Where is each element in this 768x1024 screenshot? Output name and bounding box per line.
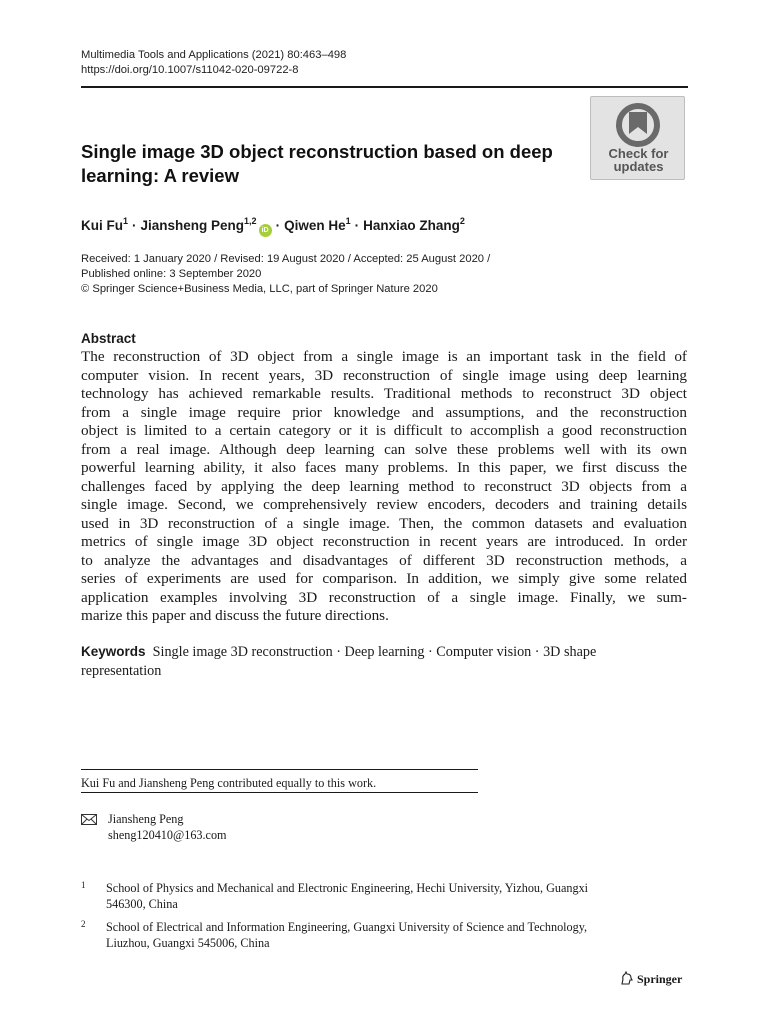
publisher-logo	[619, 971, 682, 991]
publication-dates	[81, 252, 490, 297]
badge-line-1: Check for	[608, 146, 669, 161]
contribution-note: Kui Fu and Jiansheng Peng contributed equally to this work.	[81, 776, 377, 790]
keywords-list: Single image 3D reconstruction · Deep learning · Computer vision · 3D shape	[152, 644, 597, 660]
keywords-label: Keywords	[81, 644, 146, 659]
author-list	[81, 211, 465, 237]
abstract-line: metrics of single image 3D object reconstruction in recent years are introduced. In order	[81, 533, 687, 550]
journal-citation: Multimedia Tools and Applications (2021) 80:463–498	[81, 49, 347, 61]
affiliation-number: 1	[81, 880, 86, 890]
dates-line-2: Published online: 3 September 2020	[81, 268, 262, 280]
envelope-icon	[81, 814, 97, 825]
footnote-rule-bottom	[81, 792, 478, 793]
corresponding-email[interactable]: sheng120410@163.com	[108, 828, 227, 842]
publisher-name: Springer	[637, 972, 683, 986]
author-affiliation-sup: 2	[459, 216, 465, 226]
abstract-line: used in 3D reconstruction of a single image. Then, the common datasets and evaluation	[81, 514, 687, 532]
author-affiliation-sup: 1,2	[244, 216, 257, 226]
affiliation-line: School of Physics and Mechanical and Electronic Engineering, Hechi University, Yizhou, Guangxi	[106, 881, 589, 895]
abstract-line: to analyze the advantages and disadvantages of different 3D reconstruction methods, a	[81, 551, 687, 569]
abstract-line: technology has achieved remarkable results. Traditional methods to reconstruct 3D object	[81, 385, 687, 402]
author-name: Hanxiao Zhang	[363, 218, 460, 233]
abstract-line: object is limited to a certain category or it is difficult to accomplish a good reconstruction	[81, 422, 687, 439]
abstract-heading: Abstract	[81, 331, 136, 346]
author-separator: ·	[354, 218, 360, 233]
badge-label	[591, 147, 686, 173]
abstract-line: challenges faced by applying the deep learning method to reconstruct 3D objects from a	[81, 477, 687, 495]
abstract-line: application examples involving 3D reconstruction of a single image. Finally, we sum-	[81, 588, 687, 606]
copyright-line: © Springer Science+Business Media, LLC, part of Springer Nature 2020	[81, 283, 438, 295]
abstract-line: computer vision. In recent years, 3D reconstruction of single image using deep learning	[81, 366, 687, 384]
crossmark-icon	[616, 103, 660, 147]
title-line-2: learning: A review	[81, 165, 239, 186]
keywords-block	[81, 643, 687, 680]
affiliation-number: 2	[81, 919, 86, 929]
abstract-line: marize this paper and discuss the future directions.	[81, 607, 389, 624]
journal-header	[81, 48, 346, 78]
abstract-line: powerful learning ability, it also faces many problems. In this paper, we first discuss the	[81, 459, 687, 476]
badge-line-2: updates	[613, 159, 664, 174]
header-rule	[81, 86, 688, 88]
keywords-list-continued: representation	[81, 662, 162, 679]
orcid-icon[interactable]: iD	[259, 224, 272, 237]
corresponding-name: Jiansheng Peng	[108, 812, 184, 826]
abstract-line: single image. Second, we comprehensively review encoders, decoders and training details	[81, 496, 687, 513]
affiliation-line: School of Electrical and Information Engineering, Guangxi University of Science and Technology,	[106, 920, 588, 934]
springer-horse-icon	[619, 971, 634, 986]
author-separator: ·	[132, 218, 137, 233]
check-for-updates-badge[interactable]	[590, 96, 685, 180]
author-name: Kui Fu	[81, 218, 123, 233]
doi-link[interactable]: https://doi.org/10.1007/s11042-020-09722-8	[81, 64, 299, 76]
paper-title	[81, 140, 581, 188]
abstract-line: The reconstruction of 3D object from a single image is an important task in the field of	[81, 348, 687, 365]
footnote-rule	[81, 769, 478, 770]
abstract-body	[81, 348, 687, 626]
abstract-line: from a real image. Although deep learning can solve these problems well with its own	[81, 440, 687, 458]
affiliation-line: 546300, China	[106, 897, 178, 911]
author-affiliation-sup: 1	[123, 216, 129, 226]
abstract-line: series of experiments are used for comparison. In addition, we simply give some related	[81, 570, 687, 587]
title-line-1: Single image 3D object reconstruction based on deep	[81, 141, 553, 162]
abstract-line: from a single image require prior knowledge and assumptions, and the reconstruction	[81, 403, 687, 421]
author-name: Qiwen He	[284, 218, 346, 233]
author-affiliation-sup: 1	[345, 216, 351, 226]
dates-line-1: Received: 1 January 2020 / Revised: 19 August 2020 / Accepted: 25 August 2020 /	[81, 253, 491, 265]
affiliation-line: Liuzhou, Guangxi 545006, China	[106, 936, 270, 950]
author-name: Jiansheng Peng	[140, 218, 245, 233]
author-separator: ·	[275, 218, 281, 233]
